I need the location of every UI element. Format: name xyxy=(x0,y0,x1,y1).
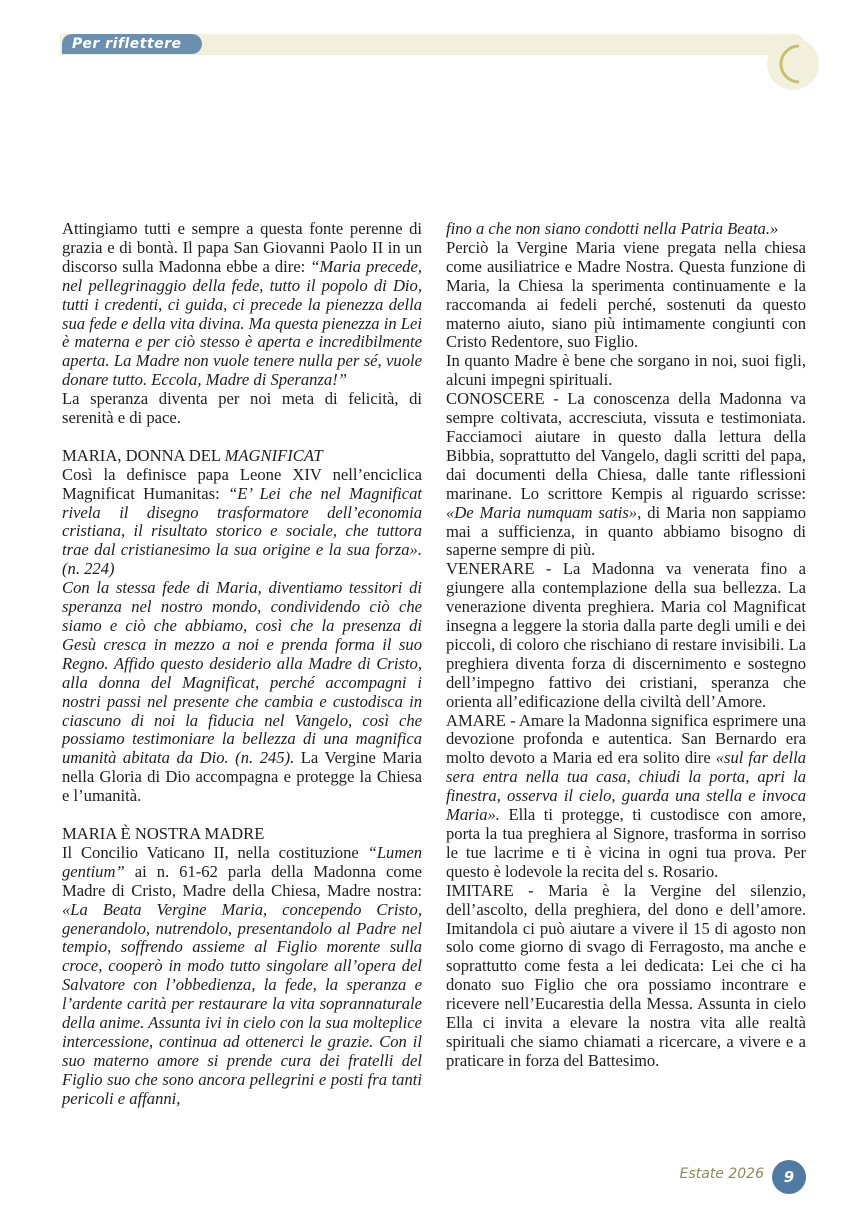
section-heading: MARIA È NOSTRA MADRE xyxy=(62,823,265,843)
section-heading: MARIA, DONNA DEL MAGNIFICAT xyxy=(62,445,323,465)
paragraph: AMARE - Amare la Madonna significa esprimere una devozione profonda e autentica. San Bernardo era molto devoto a Maria ed era solito dire «sul far della sera entra nella tua casa, chiudi la porta, apri la finestra, osserva il cielo, guarda una stella e invoca Maria». Ella ti protegge, ti custodisce con amore, porta la tua preghiera al Signore, trasforma in sorriso le tue lacrime e ti è vicina in ogni tua prova. Per questo è lodevole la recita del s. Rosario. xyxy=(446,710,806,881)
paragraph: Così la definisce papa Leone XIV nell’enciclica Magnificat Humanitas: “E’ Lei che nel Magnificat rivela il disegno trasformatore dell’economia cristiana, il risultato storico e sociale, che tuttora trae dal cristianesimo la sua origine e la sua forza». (n. 224) xyxy=(62,464,422,579)
paragraph: Perciò la Vergine Maria viene pregata nella chiesa come ausiliatrice e Madre Nostra. Questa funzione di Maria, la Chiesa la sperimenta continuamente e la raccomanda ai fedeli perché, sostenuti da questo materno aiuto, siano più intimamente congiunti con Cristo Redentore, suo Figlio. xyxy=(446,237,806,352)
crescent-ornament-icon xyxy=(765,36,821,92)
paragraph: In quanto Madre è bene che sorgano in noi, suoi figli, alcuni impegni spirituali. xyxy=(446,351,806,390)
paragraph: IMITARE - Maria è la Vergine del silenzio, dell’ascolto, della preghiera, del dono e dell’amore. Imitandola ci può aiutare a vivere il 15 di agosto non solo come giorno di svago di Ferragosto, ma anche e soprattutto come festa a lei dedicata: Lei che ci ha donato suo Figlio che ora possiamo incontrare e ricevere nell’Eucarestia della Messa. Assunta in cielo Ella ci invita a elevare la nostra vita alle realtà spirituali che siamo chiamati a ricercare, a vivere e a praticare in forza del Battesimo. xyxy=(446,880,806,1070)
paragraph: VENERARE - La Madonna va venerata fino a giungere alla contemplazione della sua bellezza. La venerazione diventa preghiera. Maria col Magnificat insegna a leggere la storia dalla parte degli umili e dei piccoli, di coloro che rischiano di restare invisibili. La preghiera diventa forza di discernimento e sostegno dell’impegno fattivo dei cristiani, speranza che orienta all’edificazione della civiltà dell’Amore. xyxy=(446,559,806,711)
paragraph: CONOSCERE - La conoscenza della Madonna va sempre coltivata, accresciuta, vissuta e testimoniata. Facciamoci aiutare in questo dalla lettura della Bibbia, soprattutto del Vangelo, dagli scritti del papa, dai documenti della Chiesa, dalle tante riflessioni marinane. Lo scrittore Kempis al riguardo scrisse: «De Maria numquam satis», di Maria non sappiamo mai a sufficienza, in quanto abbiamo bisogno di saperne sempre di più. xyxy=(446,389,806,560)
paragraph: fino a che non siano condotti nella Patria Beata.» xyxy=(446,219,779,238)
right-column xyxy=(446,220,806,1071)
section-label: Per riflettere xyxy=(62,34,202,54)
paragraph: Con la stessa fede di Maria, diventiamo tessitori di speranza nel nostro mondo, condividendo ciò che siamo e ciò che abbiamo, così che la presenza di Gesù cresca in mezzo a noi e prenda forma il suo Regno. Affido questo desiderio alla Madre di Cristo, alla donna del Magnificat, perché accompagni i nostri passi nel presente che cambia e custodisca in ciascuno di noi la fiducia nel Vangelo, così che possiamo testimoniare la bellezza di una magnifica umanità abitata da Dio. (n. 245). La Vergine Maria nella Gloria di Dio accompagna e protegge la Chiesa e l’umanità. xyxy=(62,578,422,806)
paragraph: Il Concilio Vaticano II, nella costituzione “Lumen gentium” ai n. 61-62 parla della Madonna come Madre di Cristo, Madre della Chiesa, Madre nostra: «La Beata Vergine Maria, concependo Cristo, generandolo, nutrendolo, presentandolo al Padre nel tempio, soffrendo assieme al Figlio morente sulla croce, cooperò in modo tutto singolare all’opera del Salvatore con l’obbedienza, la fede, la speranza e l’ardente carità per restaurare la vita soprannaturale della anime. Assunta ivi in cielo con la sua molteplice intercessione, continua ad ottenerci le grazie. Con il suo materno amore si prende cura dei fratelli del Figlio suo che sono ancora pellegrini e posti fra tanti pericoli e affanni, xyxy=(62,842,422,1108)
left-column xyxy=(62,220,422,1109)
paragraph: La speranza diventa per noi meta di felicità, di serenità e di pace. xyxy=(62,389,422,428)
issue-label: Estate 2026 xyxy=(679,1166,764,1182)
page-number-badge: 9 xyxy=(772,1160,806,1194)
paragraph: Attingiamo tutti e sempre a questa fonte perenne di grazia e di bontà. Il papa San Giovanni Paolo II in un discorso sulla Madonna ebbe a dire: “Maria precede, nel pellegrinaggio della fede, tutto il popolo di Dio, tutti i credenti, ci guida, ci precede la pienezza della sua fede e della vita divina. Ma questa pienezza in Lei è materna e per ciò stesso è aperta e incredibilmente aperta. La Madre non vuole tenere nulla per sé, vuole donare tutto. Eccola, Madre di Speranza!” xyxy=(62,219,422,390)
